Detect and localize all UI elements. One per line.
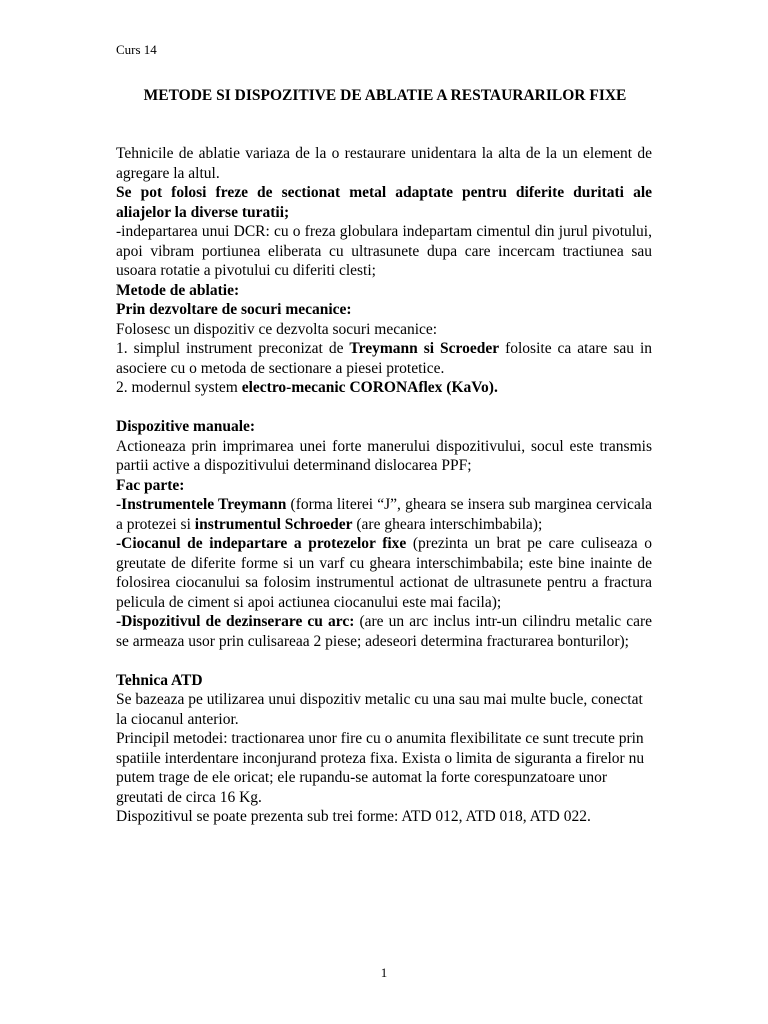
paragraph-dispozitiv: Folosesc un dispozitiv ce dezvolta socuri mecanice: [116, 320, 438, 338]
spacer [116, 651, 652, 671]
paragraph-dcr: -indepartarea unui DCR: cu o freza globulara indepartam cimentul din jurul pivotului, apoi vibram portiunea eliberata cu ultrasunete dupa care incercam tractiunea sau usoara rotatie a pivotului cu diferiti clesti; [116, 223, 652, 279]
arc-bold: -Dispozitivul de dezinserare cu arc: [116, 613, 355, 630]
list-item-1-pre: 1. simplul instrument preconizat de [116, 340, 350, 357]
bold-paragraph-freze: Se pot folosi freze de sectionat metal adaptate pentru diferite duritati ale aliajelor la diverse turatii; [116, 184, 652, 221]
page-header: Curs 14 [116, 42, 157, 57]
list-item-2-bold: electro-mecanic CORONAflex (KaVo). [241, 379, 498, 396]
heading-fac-parte: Fac parte: [116, 476, 185, 494]
intro-paragraph: Tehnicile de ablatie variaza de la o restaurare unidentara la alta de la un element de agregare la altul. [116, 145, 652, 182]
ciocan-bold: -Ciocanul de indepartare a protezelor fixe [116, 535, 407, 552]
list-item-1-bold: Treymann si Scroeder [349, 340, 500, 357]
schroeder-bold: instrumentul Schroeder [194, 515, 353, 533]
document-title: METODE SI DISPOZITIVE DE ABLATIE A RESTAURARILOR FIXE [143, 87, 627, 104]
paragraph-principiu: Principil metodei: tractionarea unor fire cu o anumita flexibilitate ce sunt trecute prin spatiile interdentare inconjurand proteza fixa. Exista o limita de siguranta a firelor nu putem trage de ele oricat; ele rupandu-se automat la forte corespunzatoare unor greutati de circa 16 Kg. [116, 730, 645, 806]
spacer [116, 398, 652, 418]
ciocan-text: (prezinta un brat pe care culiseaza o greutate de diferite forme si un varf cu gheara interschimbabila; este bine inainte de folosirea ciocanului sa folosim instrumentul actionat de ultrasunete pentru a fractura pelicula de ciment si apoi actiunea ciocanului este mai facila); [116, 535, 652, 611]
treymann-text: (forma literei “J”, gheara se insera sub marginea cervicala a protezei si [116, 496, 653, 533]
list-item-treymann [116, 495, 652, 534]
paragraph-forme-atd: Dispozitivul se poate prezenta sub trei forme: ATD 012, ATD 018, ATD 022. [116, 808, 591, 825]
list-item-2-pre: 2. modernul system [116, 379, 242, 396]
heading-socuri-mecanice: Prin dezvoltare de socuri mecanice: [116, 301, 352, 318]
page-number: 1 [380, 965, 388, 980]
paragraph-bazeaza: Se bazeaza pe utilizarea unui dispozitiv metalic cu una sau mai multe bucle, conectat la ciocanul anterior. [116, 691, 643, 728]
list-item-ciocan [116, 534, 652, 612]
list-item-1 [116, 339, 652, 378]
list-item-2 [116, 378, 652, 398]
treymann-bold: -Instrumentele Treymann [116, 496, 287, 513]
list-item-1-post: folosite ca atare sau in asociere cu o metoda de sectionare a piesei protetice. [116, 340, 653, 377]
heading-tehnica-atd: Tehnica ATD [116, 671, 203, 689]
list-item-arc [116, 612, 652, 651]
heading-dispozitive-manuale: Dispozitive manuale: [116, 418, 256, 435]
heading-metode-ablatie: Metode de ablatie: [116, 281, 240, 299]
arc-text: (are un arc inclus intr-un cilindru metalic care se armeaza usor prin culisareaa 2 piese; adeseori determina fracturarea bonturilor); [116, 613, 652, 650]
schroeder-text: (are gheara interschimbabila); [352, 515, 543, 533]
document-body [116, 144, 652, 827]
paragraph-actioneaza: Actioneaza prin imprimarea unei forte manerului dispozitivului, socul este transmis partii active a dispozitivului determinand dislocarea PPF; [116, 437, 652, 474]
